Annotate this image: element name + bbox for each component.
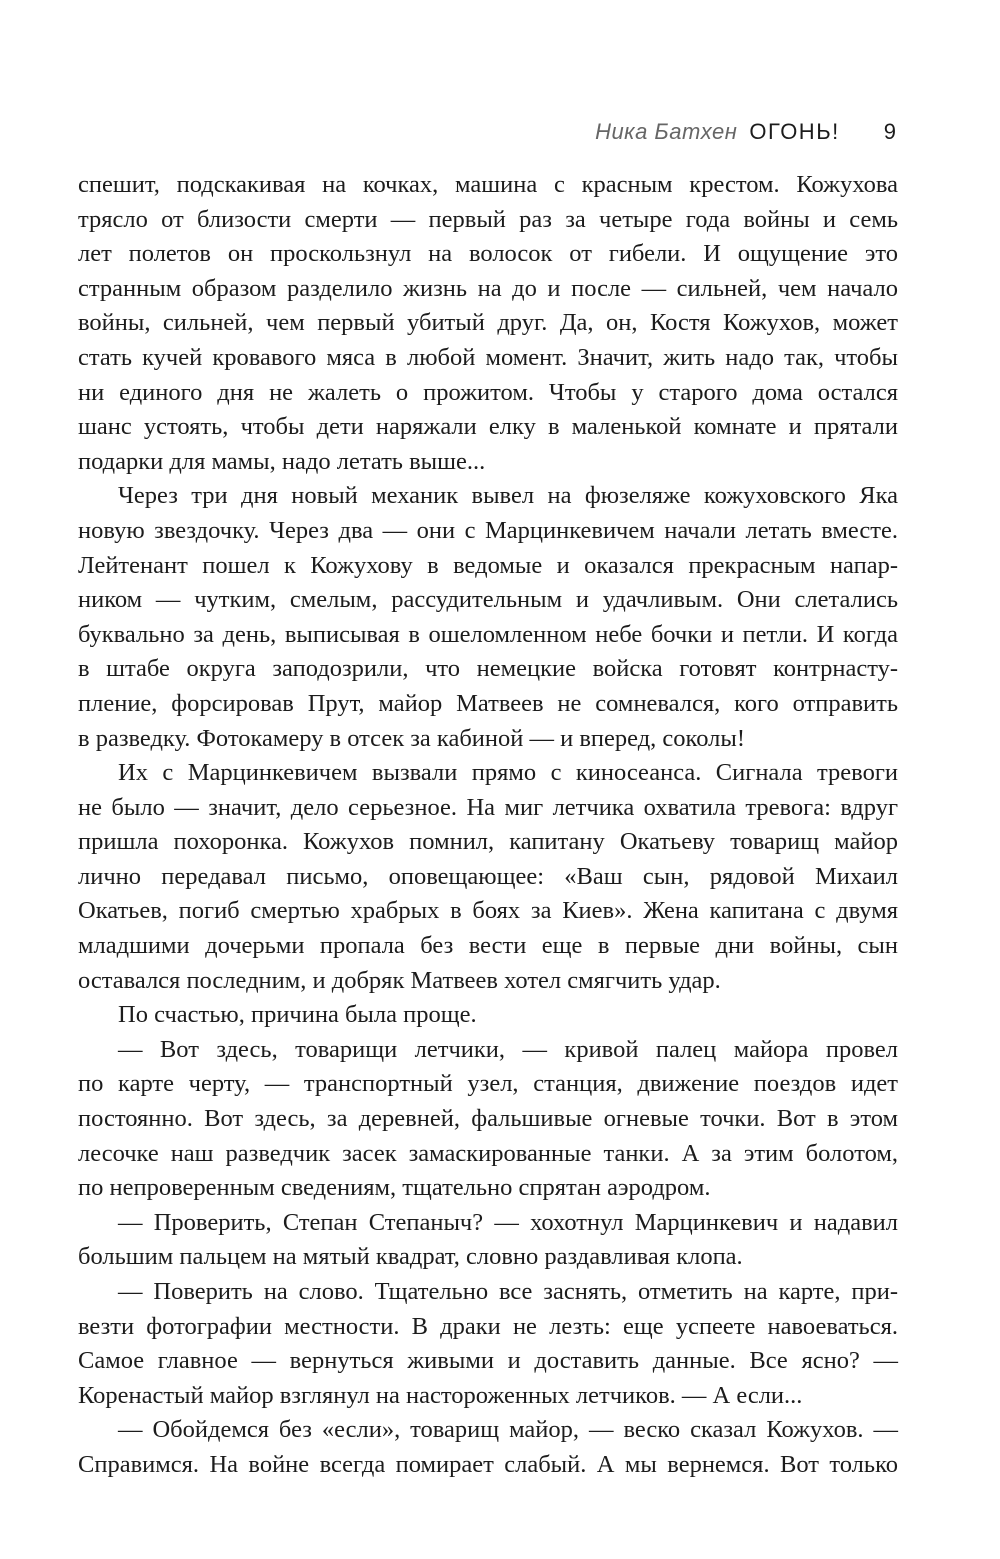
text-line: странным образом разделило жизнь на до и после — сильней, чем начало <box>78 274 898 302</box>
text-line: — Обойдемся без «если», товарищ майор, — веско сказал Кожухов. — <box>118 1416 898 1444</box>
text-line: пление, форсировав Прут, майор Матвеев не сомневался, кого отправить <box>78 689 898 717</box>
text-line: большим пальцем на мятый квадрат, словно раздавливая клопа. <box>78 1243 743 1271</box>
text-line: не было — значит, дело серьезное. На миг летчика охватила тревога: вдруг <box>78 793 898 821</box>
text-line: Их с Марцинкевичем вызвали прямо с киносеанса. Сигнала тревоги <box>118 759 898 787</box>
text-line: Коренастый майор взглянул на настороженных летчиков. — А если... <box>78 1381 803 1409</box>
running-head-author: Ника Батхен <box>595 119 738 144</box>
text-line: младшими дочерьми пропала без вести еще в первые дни войны, сын <box>78 932 898 960</box>
text-line: спешит, подскакивая на кочках, машина с красным крестом. Кожухова <box>78 171 898 198</box>
text-line: стать кучей кровавого мяса в любой момент. Значит, жить надо так, чтобы <box>78 343 898 371</box>
text-line: постоянно. Вот здесь, за деревней, фальшивые огневые точки. Вот в этом <box>78 1105 898 1133</box>
text-line: ни единого дня не жалеть о прожитом. Чтобы у старого дома остался <box>78 378 898 406</box>
text-line: Через три дня новый механик вывел на фюзеляже кожуховского Яка <box>118 482 898 510</box>
text-line: Самое главное — вернуться живыми и доставить данные. Все ясно? — <box>78 1347 898 1375</box>
text-line: Справимся. На войне всегда помирает слабый. А мы вернемся. Вот только <box>78 1450 898 1478</box>
text-line: шанс устоять, чтобы дети наряжали елку в маленькой комнате и прятали <box>78 413 898 441</box>
text-line: По счастью, причина была проще. <box>118 1001 477 1029</box>
text-line: — Проверить, Степан Степаныч? — хохотнул Марцинкевич и надавил <box>118 1208 898 1236</box>
text-line: войны, сильней, чем первый убитый друг. Да, он, Костя Кожухов, может <box>78 309 898 337</box>
page-number: 9 <box>883 119 896 144</box>
text-line: в штабе округа заподозрили, что немецкие войска готовят контрнасту- <box>78 655 898 683</box>
text-line: в разведку. Фотокамеру в отсек за кабиной — и вперед, соколы! <box>78 724 745 752</box>
text-line: оставался последним, и добряк Матвеев хотел смягчить удар. <box>78 966 721 994</box>
text-line: — Поверить на слово. Тщательно все заснять, отметить на карте, при- <box>118 1278 898 1305</box>
text-line: лесочке наш разведчик засек замаскированные танки. А за этим болотом, <box>78 1139 898 1167</box>
text-line: трясло от близости смерти — первый раз за четыре года войны и семь <box>78 205 898 233</box>
text-line: по непроверенным сведениям, тщательно спрятан аэродром. <box>78 1174 711 1202</box>
text-line: лично передавал письмо, оповещающее: «Ваш сын, рядовой Михаил <box>78 862 898 890</box>
text-line: по карте черту, — транспортный узел, станция, движение поездов идет <box>78 1070 898 1098</box>
text-line: новую звездочку. Через два — они с Марцинкевичем начали летать вместе. <box>78 516 898 544</box>
text-line: лет полетов он проскользнул на волосок от гибели. И ощущение это <box>78 240 898 268</box>
text-line: ником — чутким, смелым, рассудительным и удачливым. Они слетались <box>78 586 898 614</box>
text-line: Лейтенант пошел к Кожухову в ведомые и оказался прекрасным напар- <box>78 551 898 579</box>
text-line: Окатьев, погиб смертью храбрых в боях за Киев». Жена капитана с двумя <box>78 897 898 925</box>
running-head <box>595 119 896 151</box>
text-line: буквально за день, выписывая в ошеломленном небе бочки и петли. И когда <box>78 620 898 648</box>
text-line: подарки для мамы, надо летать выше... <box>78 447 486 475</box>
running-head-title: ОГОНЬ! <box>749 119 840 144</box>
body-text <box>78 168 898 1483</box>
text-line: везти фотографии местности. В драки не лезть: еще успеете навоеваться. <box>78 1312 898 1340</box>
text-line: — Вот здесь, товарищи летчики, — кривой палец майора провел <box>118 1035 898 1063</box>
text-line: пришла похоронка. Кожухов помнил, капитану Окатьеву товарищ майор <box>78 828 898 856</box>
